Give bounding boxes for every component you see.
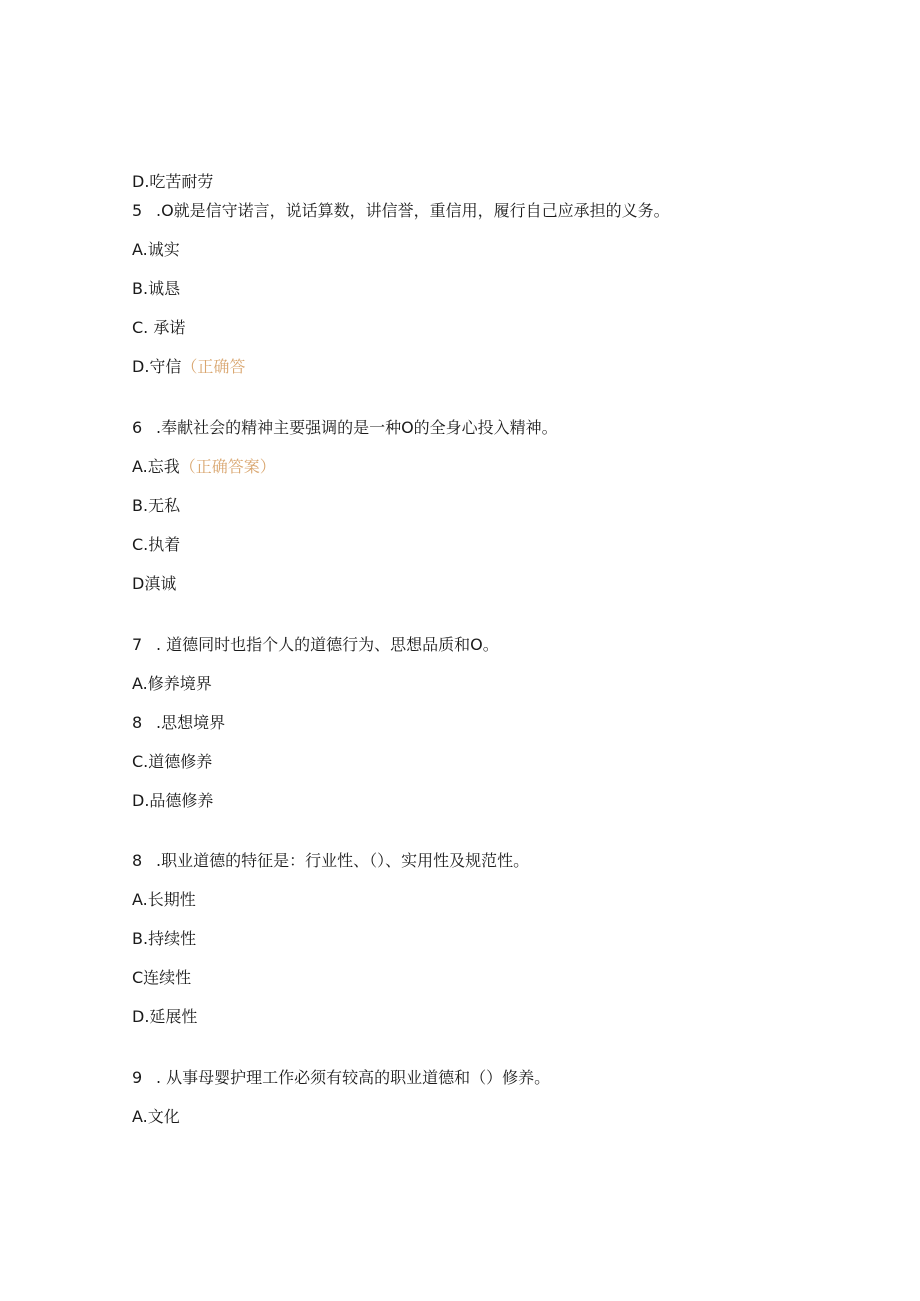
q5-option-b: B.诚恳	[132, 279, 181, 298]
q5-number: 5	[132, 201, 143, 220]
q8-number: 8	[132, 851, 143, 870]
q7-text: . 道德同时也指个人的道德行为、思想品质和O。	[156, 635, 499, 654]
q9-option-a: A.文化	[132, 1107, 180, 1126]
q6-option-d: D滇诚	[132, 574, 177, 593]
q6-option-c: C.执着	[132, 535, 181, 554]
q9-number: 9	[132, 1068, 143, 1087]
q7-number: 7	[132, 635, 143, 654]
q5-text: .O就是信守诺言，说话算数，讲信誉，重信用，履行自己应承担的义务。	[156, 201, 670, 220]
q8-option-b: B.持续性	[132, 929, 197, 948]
q6-question	[132, 418, 558, 438]
q8-option-c: C连续性	[132, 968, 192, 987]
q7-option-c: C.道德修养	[132, 752, 213, 771]
q8-option-a: A.长期性	[132, 890, 196, 909]
q6-number: 6	[132, 418, 143, 437]
q7-option-d: D.品德修养	[132, 791, 214, 810]
q8-question	[132, 851, 529, 871]
q8-option-d: D.延展性	[132, 1007, 198, 1026]
q6-text: .奉献社会的精神主要强调的是一种O的全身心投入精神。	[156, 418, 558, 437]
q5-correct-answer-mark: （正确答	[181, 357, 246, 376]
q6-option-b: B.无私	[132, 496, 181, 515]
q5-option-a: A.诚实	[132, 240, 180, 259]
q7-option-a: A.修养境界	[132, 674, 212, 693]
q5-option-d: D.守信（正确答	[132, 357, 246, 376]
q8-text: .职业道德的特征是：行业性、（）、实用性及规范性。	[156, 851, 530, 870]
q7-option-b: 8 .思想境界	[132, 713, 226, 732]
q7-question	[132, 635, 499, 655]
q9-text: . 从事母婴护理工作必须有较高的职业道德和（）修养。	[156, 1068, 551, 1087]
q5-option-c: C. 承诺	[132, 318, 186, 337]
q5-question	[132, 201, 670, 221]
q4-option-d: D.吃苦耐劳	[132, 172, 214, 191]
q6-option-a: A.忘我（正确答案）	[132, 457, 276, 476]
q6-correct-answer-mark: （正确答案）	[179, 457, 276, 476]
q9-question	[132, 1068, 550, 1088]
